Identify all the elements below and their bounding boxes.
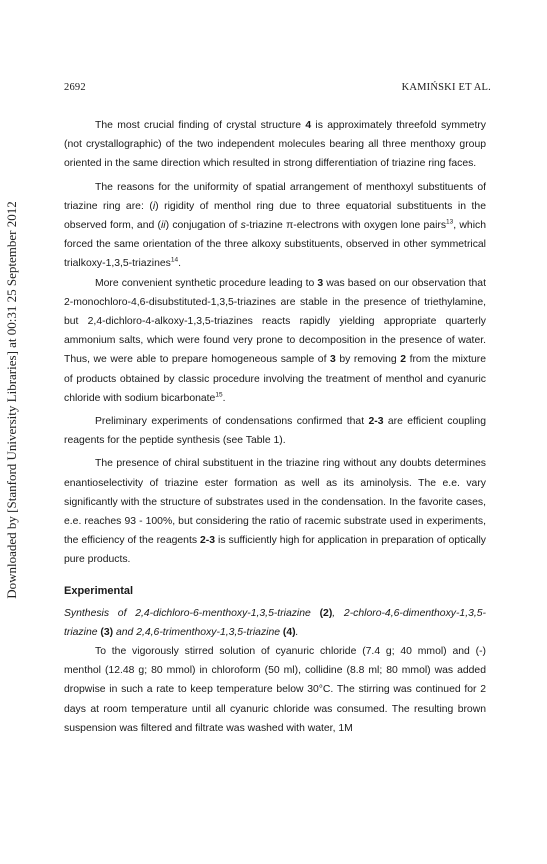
- text: More convenient synthetic procedure leading to: [95, 277, 318, 289]
- text: The most crucial finding of crystal structure: [95, 120, 306, 131]
- compound-ref: 4: [305, 120, 312, 131]
- synthesis-subheading: [64, 604, 486, 642]
- text: are efficient coupling reagents for the peptide synthesis (see Table 1).: [64, 416, 486, 447]
- compound-ref: (4): [282, 626, 296, 638]
- citation-superscript: 15: [215, 391, 223, 399]
- italic-text: s: [240, 220, 246, 232]
- text: To the vigorously stirred solution of cyanuric chloride (7.4 g; 40 mmol) and (-) menthol (12.48 g; 80 mmol) in chloroform (50 ml), collidine (8.8 ml; 80 mmol) was added dropwise in such a rate to keep temperature below 30°C. The stirring was continued for 2 days at room temperature until all cyanuric chloride was consumed. The resulting brown suspension was filtered and filtrate was washed with water, 1M: [64, 646, 486, 734]
- text: .: [222, 392, 226, 404]
- download-notice-sidebar: [1, 150, 23, 650]
- citation-superscript: 13: [446, 218, 454, 226]
- text: .: [178, 258, 181, 270]
- italic-text: , 2-chloro-4,6-dimenthoxy-1,3,5-triazine: [64, 607, 486, 638]
- download-notice: Downloaded by [Stanford University Libraries] at 00:31 25 September 2012: [4, 201, 19, 599]
- paragraph-procedure: [64, 642, 486, 738]
- text: ) rigidity of menthol ring due to three equatorial substituents in the observed form, and (: [64, 200, 486, 232]
- compound-ref: (3): [100, 626, 114, 638]
- text: , which forced the same orientation of the three alkoxy substituents, observed in other symmetrical trialkoxy-1,3,5-triazines: [64, 220, 486, 270]
- citation-superscript: 14: [170, 256, 179, 264]
- paragraph-synthetic-procedure: [64, 274, 486, 408]
- article-body: [64, 116, 486, 738]
- compound-ref: 2: [400, 354, 407, 366]
- italic-text: .: [295, 626, 299, 638]
- paragraph-chiral-substituent: [64, 454, 486, 569]
- section-heading: Experimental: [64, 584, 134, 597]
- compound-ref: 3: [317, 277, 324, 289]
- text: The reasons for the uniformity of spatial arrangement of menthoxyl substituents of triazine ring are: (: [64, 181, 486, 212]
- running-head: KAMIŃSKI ET AL.: [401, 82, 491, 93]
- text: was based on our observation that 2-monochloro-4,6-disubstituted-1,3,5-triazines are stable in the presence of triethylamine, but 2,4-dichloro-4-alkoxy-1,3,5-triazines reacts rapidly yielding appropriate quarterly ammonium salts, which were found very prone to decomposition in the presence of water. Thus, we were able to prepare homogeneous sample of: [64, 277, 486, 366]
- italic-text: Synthesis of 2,4-dichloro-6-menthoxy-1,3,5-triazine: [64, 607, 320, 619]
- text: from the mixture of products obtained by classic procedure involving the treatment of menthol and cyanuric chloride with sodium bicarbonate: [64, 354, 487, 404]
- text: is approximately threefold symmetry (not crystallographic) of the two independent molecules bearing all three menthoxy group oriented in the same direction which resulted in strong differentiation of triazine ring faces.: [64, 120, 486, 170]
- paragraph-crystal-structure: [64, 116, 486, 174]
- text: -triazine π-electrons with oxygen lone pairs: [245, 220, 447, 232]
- compound-ref: 3: [330, 354, 336, 366]
- text: Preliminary experiments of condensations confirmed that: [95, 416, 369, 428]
- paragraph-reasons: [64, 178, 486, 274]
- italic-text: i: [152, 200, 156, 212]
- text: The presence of chiral substituent in the triazine ring without any doubts determines enantioselectivity of triazine ester formation as well as its aminolysis. The e.e. vary significantly with the structure of substrates used in the condensation. In the favorite cases, e.e. reaches 93 - 100%, but considering the ratio of racemic substrate used in experiments, the efficiency of the reagents: [64, 458, 486, 547]
- compound-ref: 2-3: [200, 535, 216, 547]
- italic-text: and 2,4,6-trimenthoxy-1,3,5-triazine: [113, 626, 283, 638]
- text: by removing: [335, 354, 401, 366]
- text: ) conjugation of: [165, 220, 241, 232]
- compound-ref: (2): [319, 607, 333, 619]
- compound-ref: 2-3: [368, 416, 384, 428]
- text: is sufficiently high for application in preparation of optically pure products.: [64, 535, 486, 566]
- italic-text: ii: [160, 220, 166, 232]
- paragraph-preliminary: [64, 412, 486, 450]
- page-number: 2692: [64, 82, 86, 93]
